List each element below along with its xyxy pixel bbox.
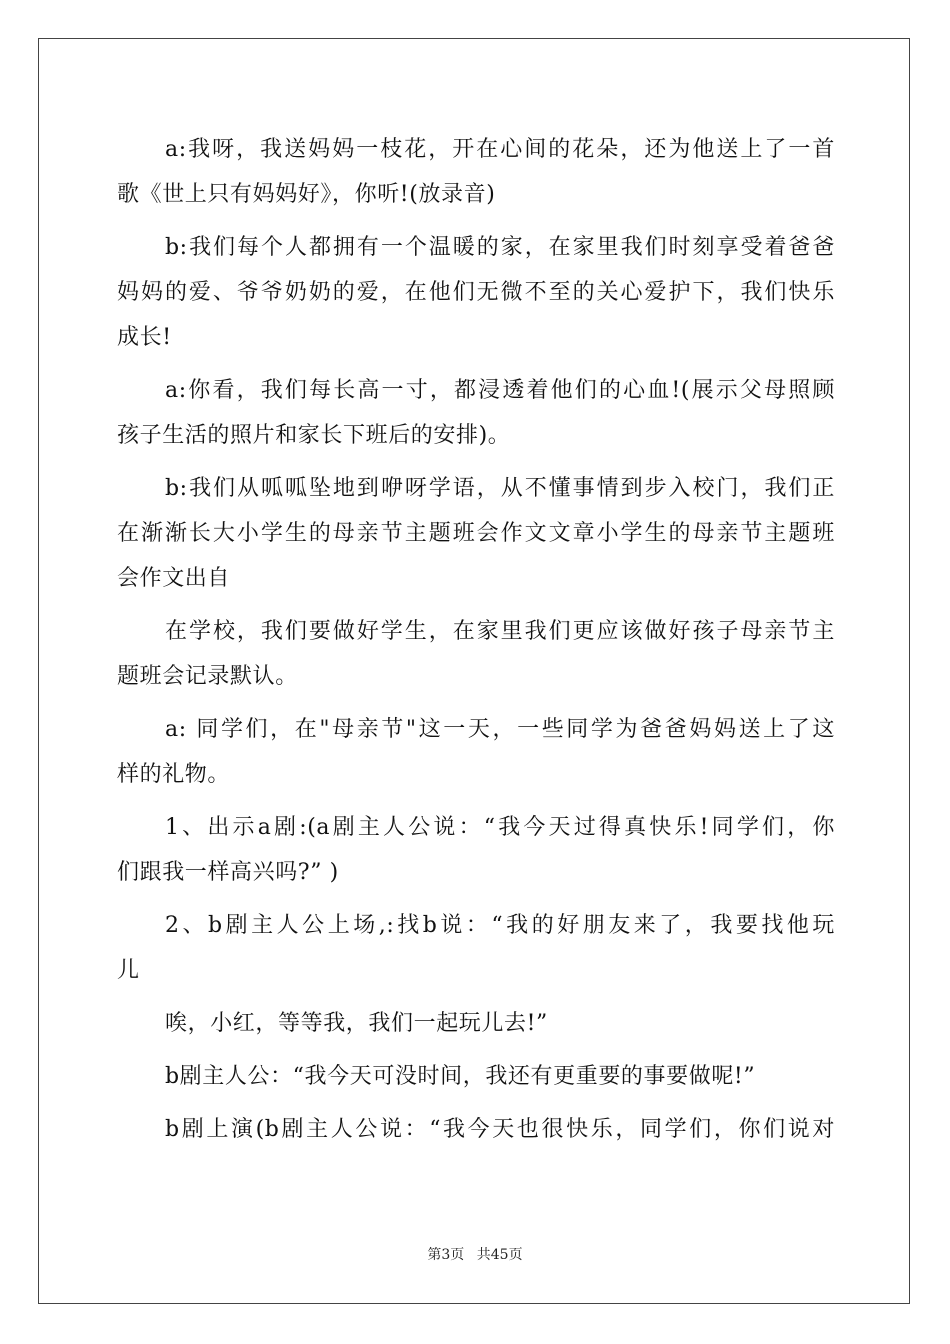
text-line: 样的礼物。	[117, 762, 231, 787]
paragraph-1	[117, 127, 835, 217]
text-line: 歌《世上只有妈妈好》，你听!(放录音)	[117, 182, 496, 207]
text-line: 儿	[117, 958, 140, 983]
paragraph-3	[117, 368, 835, 458]
page-total: 共45页	[476, 1247, 523, 1263]
text-line: a: 同学们，在"母亲节"这一天，一些同学为爸爸妈妈送上了这	[165, 717, 835, 742]
text-line: b剧上演(b剧主人公说：“我今天也很快乐，同学们，你们说对	[165, 1117, 835, 1142]
text-line: a:你看，我们每长高一寸，都浸透着他们的心血!(展示父母照顾	[165, 378, 835, 403]
text-line: b:我们从呱呱坠地到咿呀学语，从不懂事情到步入校门，我们正	[165, 476, 835, 501]
text-line: a:我呀，我送妈妈一枝花，开在心间的花朵，还为他送上了一首	[165, 137, 835, 162]
paragraph-10	[117, 1054, 835, 1099]
text-line: 成长!	[117, 325, 172, 350]
paragraph-5	[117, 609, 835, 699]
paragraph-11	[117, 1107, 835, 1152]
paragraph-9	[117, 1001, 835, 1046]
text-line: 会作文出自	[117, 566, 231, 591]
text-line: b:我们每个人都拥有一个温暖的家，在家里我们时刻享受着爸爸	[165, 235, 835, 260]
paragraph-2	[117, 225, 835, 360]
paragraph-7	[117, 805, 835, 895]
paragraph-6	[117, 707, 835, 797]
page-number: 第3页	[427, 1247, 465, 1263]
text-line: 在学校，我们要做好学生，在家里我们更应该做好孩子母亲节主	[165, 619, 835, 644]
document-body	[117, 127, 835, 1152]
text-line: 唉，小红，等等我，我们一起玩儿去!”	[165, 1011, 548, 1036]
text-line: 妈妈的爱、爷爷奶奶的爱，在他们无微不至的关心爱护下，我们快乐	[117, 280, 835, 305]
text-line: 2、b剧主人公上场,:找b说：“我的好朋友来了，我要找他玩	[165, 913, 835, 938]
text-line: 孩子生活的照片和家长下班后的安排)。	[117, 423, 511, 448]
paragraph-4	[117, 466, 835, 601]
text-line: 题班会记录默认。	[117, 664, 298, 689]
text-line: 在渐渐长大小学生的母亲节主题班会作文文章小学生的母亲节主题班	[117, 521, 835, 546]
text-line: b剧主人公：“我今天可没时间，我还有更重要的事要做呢!”	[165, 1064, 756, 1089]
text-line: 1、出示a剧:(a剧主人公说：“我今天过得真快乐!同学们，你	[165, 815, 835, 840]
paragraph-8	[117, 903, 835, 993]
page-footer	[0, 1244, 950, 1264]
text-line: 们跟我一样高兴吗?” )	[117, 860, 339, 885]
